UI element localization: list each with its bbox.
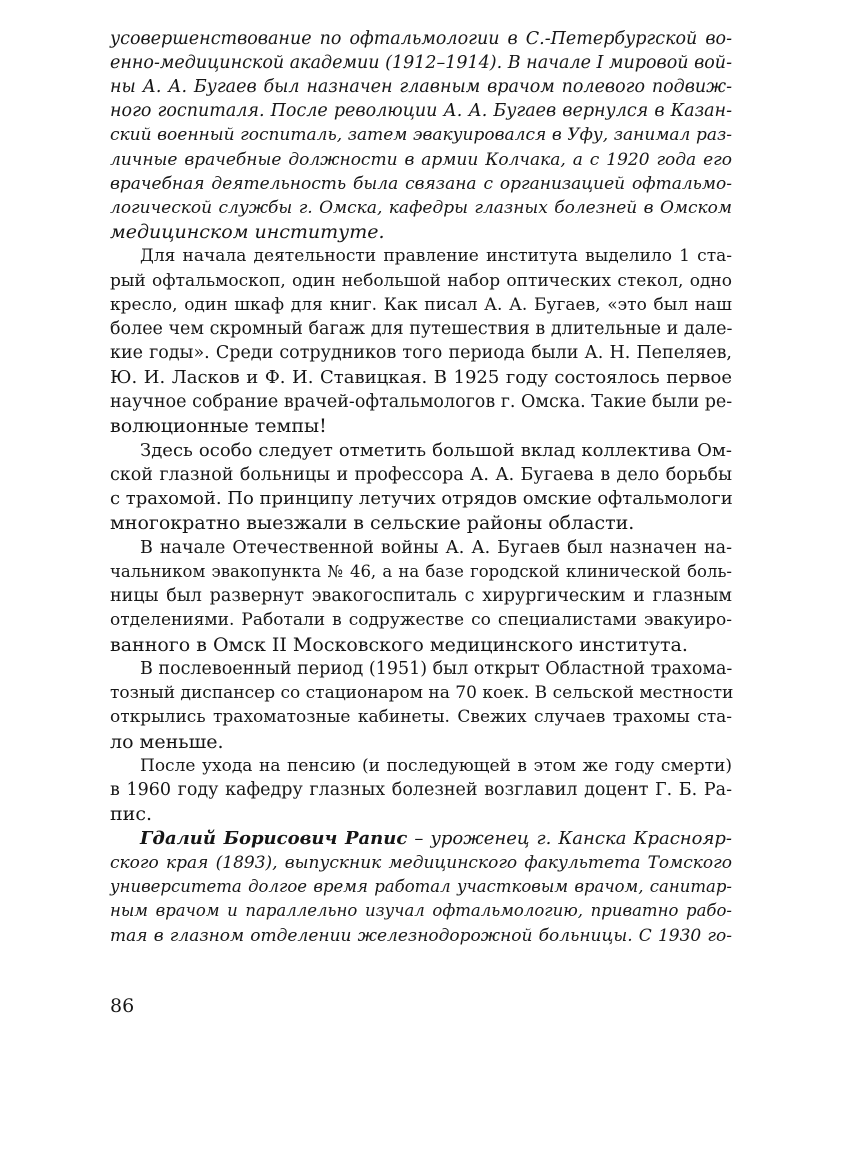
text-line: ского края (1893), выпускник медицинского факультета Томского <box>110 853 732 873</box>
text-line: личные врачебные должности в армии Колчака, а с 1920 года его <box>110 150 732 170</box>
text-line: врачебная деятельность была связана с организацией офтальмо- <box>110 174 732 194</box>
text-line: тозный диспансер со стационаром на 70 коек. В сельской местности <box>110 683 734 703</box>
text-line: открылись трахоматозные кабинеты. Свежих случаев трахомы ста- <box>110 707 732 727</box>
text-line: волюционные темпы! <box>110 415 327 437</box>
text-line: университета долгое время работал участковым врачом, санитар- <box>110 877 732 896</box>
text-line: медицинском институте. <box>110 221 385 243</box>
text-line: научное собрание врачей-офтальмологов г. Омска. Такие были ре- <box>110 392 733 412</box>
text-line: более чем скромный багаж для путешествия в длительные и дале- <box>110 319 733 339</box>
text-line <box>140 826 732 852</box>
text-line: Ю. И. Ласков и Ф. И. Ставицкая. В 1925 году состоялось первое <box>110 367 732 388</box>
text-line: ванного в Омск II Московского медицинского института. <box>110 634 688 656</box>
text-line: кие годы». Среди сотрудников того периода были А. Н. Пепеляев, <box>110 343 732 363</box>
text-line: рый офтальмоскоп, один небольшой набор оптических стекол, одно <box>110 271 732 291</box>
text-line: ным врачом и параллельно изучал офтальмологию, приватно рабо- <box>110 901 732 920</box>
text-line: кресло, один шкаф для книг. Как писал А. А. Бугаев, «это был наш <box>110 295 732 315</box>
text-line: пис. <box>110 803 153 825</box>
text-line: После ухода на пенсию (и последующей в этом же году смерти) <box>140 756 732 776</box>
text-line: ской глазной больницы и профессора А. А. Бугаева в дело борьбы <box>110 465 732 485</box>
text-line: ного госпиталя. После революции А. А. Бугаев вернулся в Казан- <box>110 101 732 121</box>
text-line: многократно выезжали в сельские районы области. <box>110 512 635 534</box>
text-line: логической службы г. Омска, кафедры глазных болезней в Омском <box>110 198 732 218</box>
text-line: чальником эвакопункта № 46, а на базе городской клинической боль- <box>110 562 732 581</box>
text-line: В послевоенный период (1951) был открыт Областной трахома- <box>140 659 733 679</box>
text-line: енно-медицинской академии (1912–1914). В начале I мировой вой- <box>110 53 732 73</box>
page-number: 86 <box>110 995 135 1017</box>
person-name: Гдалий Борисович Рапис <box>140 828 408 849</box>
text-line: Для начала деятельности правление института выделило 1 ста- <box>140 246 732 266</box>
text-line: отделениями. Работали в содружестве со специалистами эвакуиро- <box>110 610 732 630</box>
text-line: ны А. А. Бугаев был назначен главным врачом полевого подвиж- <box>110 77 732 97</box>
text-line: ло меньше. <box>110 731 224 753</box>
text-line: Здесь особо следует отметить большой вклад коллектива Ом- <box>140 440 732 461</box>
text-line: в 1960 году кафедру глазных болезней возглавил доцент Г. Б. Ра- <box>110 780 732 800</box>
text-line: В начале Отечественной войны А. А. Бугаев был назначен на- <box>140 538 732 558</box>
text-line: усовершенствование по офтальмологии в С.-Петербургской во- <box>110 29 732 49</box>
text-line: ницы был развернут эвакогоспиталь с хирургическим и глазным <box>110 586 732 606</box>
text-line-rest: – уроженец г. Канска Краснояр- <box>414 828 733 849</box>
text-line: ский военный госпиталь, затем эвакуировался в Уфу, занимал раз- <box>110 125 732 145</box>
text-line: тая в глазном отделении железнодорожной больницы. С 1930 го- <box>110 926 732 946</box>
text-line: с трахомой. По принципу летучих отрядов омские офтальмологи <box>110 488 733 509</box>
